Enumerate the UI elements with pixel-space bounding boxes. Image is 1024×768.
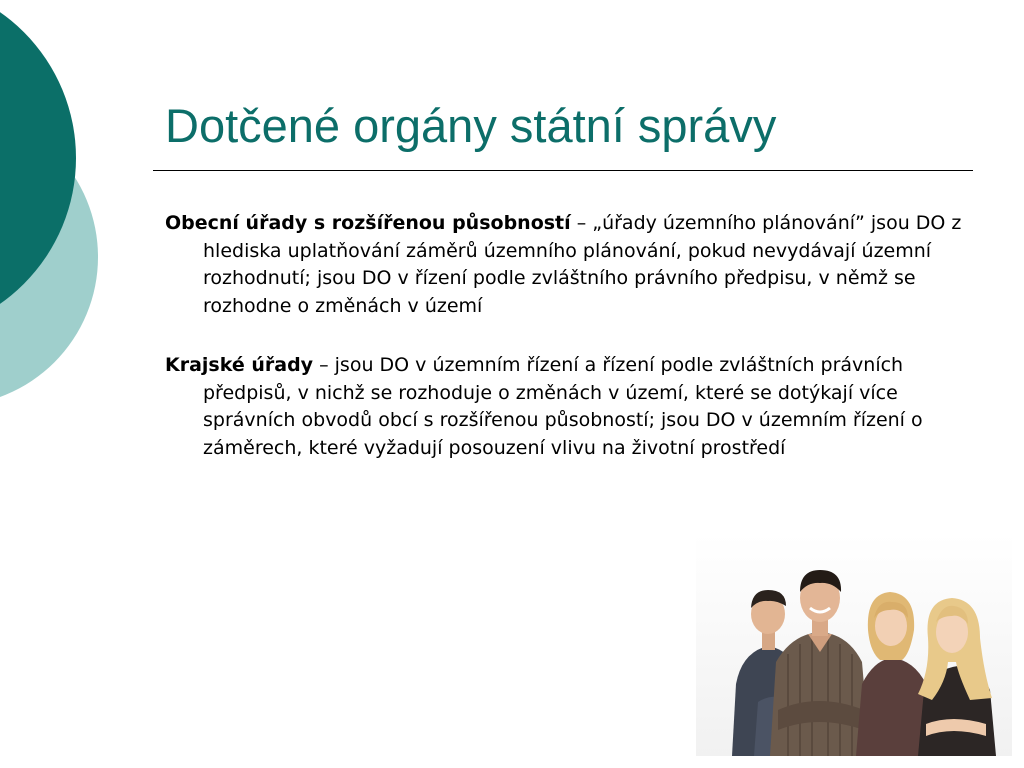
paragraph-krajske-urady (165, 352, 965, 462)
slide-body (165, 210, 965, 494)
paragraph-obecni-urady (165, 210, 965, 320)
paragraph-heading: Krajské úřady (165, 354, 314, 376)
paragraph-heading: Obecní úřady s rozšířenou působností (165, 212, 571, 234)
slide-title: Dotčené orgány státní správy (165, 99, 777, 152)
title-divider (153, 170, 973, 171)
paragraph-text: – jsou DO v územním řízení a řízení podle zvláštních právních předpisů, v nichž se rozhoduje o změnách v území, které se dotýkají více správních obvodů obcí s rozšířenou působností; jsou DO v územním řízení o záměrech, které vyžadují posouzení vlivu na životní prostředí (203, 354, 923, 459)
paragraph-text: – „úřady územního plánování” jsou DO z hlediska uplatňování záměrů územního plánování, pokud nevydávají územní rozhodnutí; jsou DO v řízení podle zvláštního právního předpisu, v němž se rozhodne o změnách v území (203, 212, 962, 317)
people-group-photo (696, 534, 1012, 756)
